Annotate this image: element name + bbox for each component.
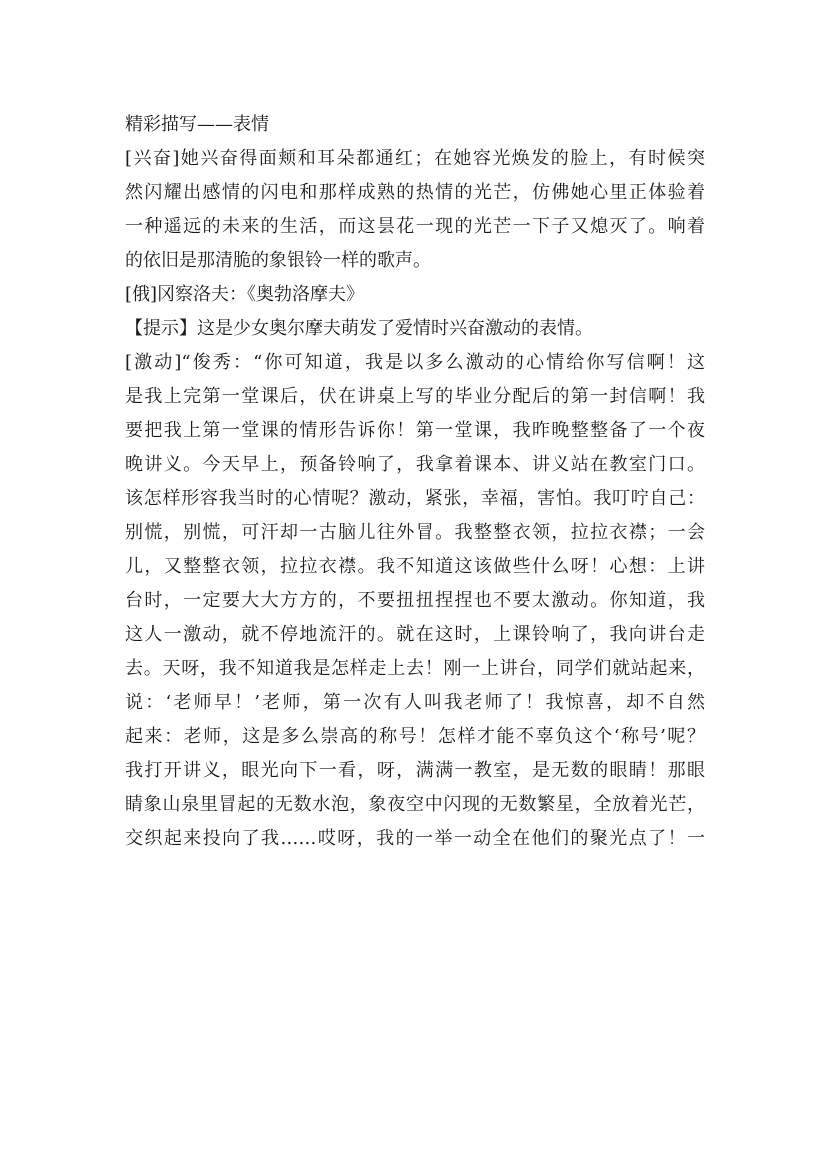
text-line-17: 说：‘老师早！’老师，第一次有人叫我老师了！我惊喜，却不自然 — [125, 692, 705, 713]
text-line-18: 起来：老师，这是多么崇高的称号！怎样才能不辜负这个‘称号’呢？ — [125, 726, 705, 747]
text-line-11: 该怎样形容我当时的心情呢？激动，紧张，幸福，害怕。我叮咛自己： — [125, 488, 705, 509]
text-line-3: 一种遥远的未来的生活，而这昙花一现的光芒一下子又熄灭了。响着 — [125, 216, 705, 237]
text-line-9: 要把我上第一堂课的情形告诉你！第一堂课，我昨晚整整备了一个夜 — [125, 420, 705, 441]
text-line-1: [兴奋]她兴奋得面颊和耳朵都通红；在她容光焕发的脸上，有时候突 — [125, 148, 705, 169]
text-line-7: [激动]“俊秀：“你可知道，我是以多么激动的心情给你写信啊！这 — [125, 352, 705, 373]
text-line-15: 这人一激动，就不停地流汗的。就在这时，上课铃响了，我向讲台走 — [125, 624, 705, 645]
text-line-8: 是我上完第一堂课后，伏在讲桌上写的毕业分配后的第一封信啊！我 — [125, 386, 705, 407]
text-line-14: 台时，一定要大大方方的，不要扭扭捏捏也不要太激动。你知道，我 — [125, 590, 705, 611]
text-line-12: 别慌，别慌，可汗却一古脑儿往外冒。我整整衣领，拉拉衣襟；一会 — [125, 522, 705, 543]
text-line-6: 【提示】这是少女奥尔摩夫萌发了爱情时兴奋激动的表情。 — [125, 318, 593, 339]
text-line-5: [俄]冈察洛夫：《奥勃洛摩夫》 — [125, 284, 365, 305]
text-line-19: 我打开讲义，眼光向下一看，呀，满满一教室，是无数的眼睛！那眼 — [125, 760, 705, 781]
text-line-21: 交织起来投向了我……哎呀，我的一举一动全在他们的聚光点了！一 — [125, 828, 705, 849]
text-line-13: 儿，又整整衣领，拉拉衣襟。我不知道这该做些什么呀！心想：上讲 — [125, 556, 705, 577]
document-title: 精彩描写——表情 — [125, 114, 269, 135]
text-line-4: 的依旧是那清脆的象银铃一样的歌声。 — [125, 250, 431, 271]
text-line-16: 去。天呀，我不知道我是怎样走上去！刚一上讲台，同学们就站起来， — [125, 658, 705, 679]
text-line-10: 晚讲义。今天早上，预备铃响了，我拿着课本、讲义站在教室门口。 — [125, 454, 705, 475]
text-line-20: 睛象山泉里冒起的无数水泡，象夜空中闪现的无数繁星，全放着光芒， — [125, 794, 705, 815]
document-body — [125, 108, 705, 856]
text-line-2: 然闪耀出感情的闪电和那样成熟的热情的光芒，仿佛她心里正体验着 — [125, 182, 705, 203]
